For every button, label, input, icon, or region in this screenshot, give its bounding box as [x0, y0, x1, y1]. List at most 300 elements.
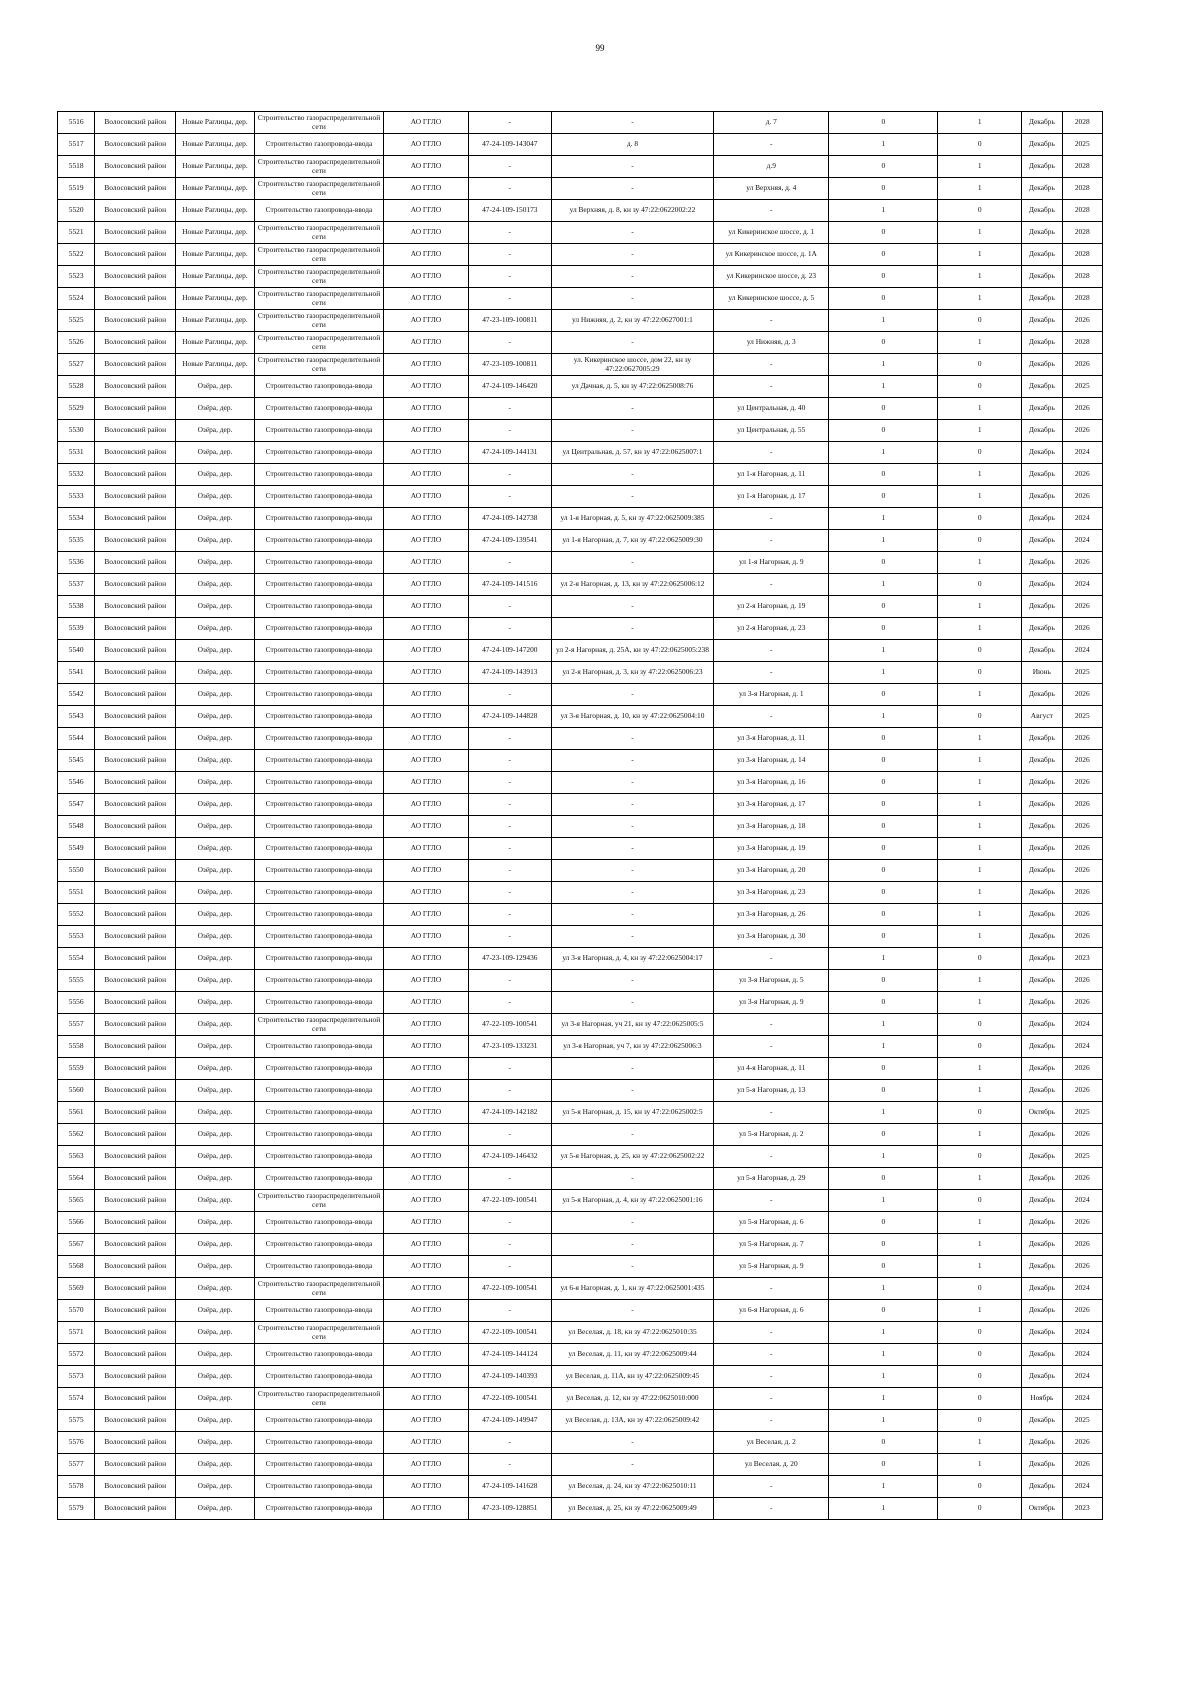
year-cell: 2026 — [1062, 904, 1102, 926]
year-cell: 2026 — [1062, 1256, 1102, 1278]
table-row — [58, 266, 1103, 288]
count-b-cell: 1 — [938, 332, 1022, 354]
work-type-cell: Строительство газораспределительной сети — [254, 332, 383, 354]
year-cell: 2023 — [1062, 948, 1102, 970]
month-cell: Декабрь — [1022, 1146, 1062, 1168]
address-with-cadastre-cell: - — [551, 904, 714, 926]
district-cell: Волосовский район — [95, 398, 176, 420]
settlement-cell: Новые Раглицы, дер. — [176, 112, 255, 134]
settlement-cell: Озёра, дер. — [176, 398, 255, 420]
count-b-cell: 1 — [938, 860, 1022, 882]
count-b-cell: 0 — [938, 1102, 1022, 1124]
count-a-cell: 1 — [829, 376, 938, 398]
year-cell: 2026 — [1062, 420, 1102, 442]
address-cell: - — [714, 1410, 829, 1432]
year-cell: 2025 — [1062, 1146, 1102, 1168]
district-cell: Волосовский район — [95, 1256, 176, 1278]
table-row — [58, 860, 1103, 882]
district-cell: Волосовский район — [95, 750, 176, 772]
year-cell: 2024 — [1062, 574, 1102, 596]
address-cell: ул 3-я Нагорная, д. 1 — [714, 684, 829, 706]
count-a-cell: 1 — [829, 1190, 938, 1212]
count-b-cell: 0 — [938, 1322, 1022, 1344]
year-cell: 2026 — [1062, 684, 1102, 706]
cadastral-number-cell: 47-24-109-142738 — [468, 508, 551, 530]
cadastral-number-cell: - — [468, 728, 551, 750]
month-cell: Декабрь — [1022, 178, 1062, 200]
count-a-cell: 0 — [829, 750, 938, 772]
cadastral-number-cell: - — [468, 1454, 551, 1476]
count-a-cell: 0 — [829, 992, 938, 1014]
address-with-cadastre-cell: - — [551, 970, 714, 992]
address-with-cadastre-cell: - — [551, 552, 714, 574]
table-row — [58, 1300, 1103, 1322]
district-cell: Волосовский район — [95, 1432, 176, 1454]
district-cell: Волосовский район — [95, 970, 176, 992]
settlement-cell: Озёра, дер. — [176, 1234, 255, 1256]
table-row — [58, 486, 1103, 508]
cadastral-number-cell: 47-23-109-100811 — [468, 354, 551, 376]
count-a-cell: 1 — [829, 530, 938, 552]
address-with-cadastre-cell: - — [551, 926, 714, 948]
address-with-cadastre-cell: ул 3-я Нагорная, уч 21, кн зу 47:22:0625005:5 — [551, 1014, 714, 1036]
address-with-cadastre-cell: ул Нижняя, д. 2, кн зу 47:22:0627001:1 — [551, 310, 714, 332]
table-row — [58, 1388, 1103, 1410]
work-type-cell: Строительство газопровода-ввода — [254, 816, 383, 838]
count-a-cell: 0 — [829, 1058, 938, 1080]
work-type-cell: Строительство газопровода-ввода — [254, 530, 383, 552]
cadastral-number-cell: 47-23-109-129436 — [468, 948, 551, 970]
district-cell: Волосовский район — [95, 684, 176, 706]
cadastral-number-cell: - — [468, 1058, 551, 1080]
cadastral-number-cell: - — [468, 266, 551, 288]
month-cell: Декабрь — [1022, 1168, 1062, 1190]
settlement-cell: Озёра, дер. — [176, 904, 255, 926]
row-number-cell: 5551 — [58, 882, 95, 904]
table-row — [58, 1102, 1103, 1124]
work-type-cell: Строительство газопровода-ввода — [254, 838, 383, 860]
district-cell: Волосовский район — [95, 200, 176, 222]
organization-cell: АО ГГЛО — [384, 530, 469, 552]
settlement-cell: Озёра, дер. — [176, 1124, 255, 1146]
cadastral-number-cell: 47-24-109-142182 — [468, 1102, 551, 1124]
count-a-cell: 0 — [829, 288, 938, 310]
row-number-cell: 5517 — [58, 134, 95, 156]
settlement-cell: Озёра, дер. — [176, 530, 255, 552]
district-cell: Волосовский район — [95, 1190, 176, 1212]
row-number-cell: 5537 — [58, 574, 95, 596]
settlement-cell: Озёра, дер. — [176, 1366, 255, 1388]
count-b-cell: 1 — [938, 1080, 1022, 1102]
district-cell: Волосовский район — [95, 838, 176, 860]
address-cell: - — [714, 1322, 829, 1344]
district-cell: Волосовский район — [95, 1388, 176, 1410]
organization-cell: АО ГГЛО — [384, 574, 469, 596]
month-cell: Декабрь — [1022, 816, 1062, 838]
work-type-cell: Строительство газопровода-ввода — [254, 1212, 383, 1234]
settlement-cell: Озёра, дер. — [176, 1498, 255, 1520]
row-number-cell: 5535 — [58, 530, 95, 552]
row-number-cell: 5545 — [58, 750, 95, 772]
count-a-cell: 0 — [829, 464, 938, 486]
address-with-cadastre-cell: - — [551, 596, 714, 618]
address-with-cadastre-cell: - — [551, 398, 714, 420]
district-cell: Волосовский район — [95, 376, 176, 398]
settlement-cell: Новые Раглицы, дер. — [176, 288, 255, 310]
table-row — [58, 508, 1103, 530]
registry-table — [57, 111, 1103, 1520]
table-row — [58, 1212, 1103, 1234]
address-cell: - — [714, 662, 829, 684]
count-b-cell: 0 — [938, 574, 1022, 596]
organization-cell: АО ГГЛО — [384, 332, 469, 354]
count-b-cell: 1 — [938, 1212, 1022, 1234]
row-number-cell: 5550 — [58, 860, 95, 882]
organization-cell: АО ГГЛО — [384, 1014, 469, 1036]
table-row — [58, 354, 1103, 376]
row-number-cell: 5562 — [58, 1124, 95, 1146]
address-with-cadastre-cell: - — [551, 728, 714, 750]
district-cell: Волосовский район — [95, 574, 176, 596]
table-row — [58, 1014, 1103, 1036]
address-cell: ул 4-я Нагорная, д. 11 — [714, 1058, 829, 1080]
year-cell: 2026 — [1062, 354, 1102, 376]
table-row — [58, 1344, 1103, 1366]
address-cell: ул 5-я Нагорная, д. 13 — [714, 1080, 829, 1102]
cadastral-number-cell: 47-24-109-144124 — [468, 1344, 551, 1366]
work-type-cell: Строительство газопровода-ввода — [254, 662, 383, 684]
address-with-cadastre-cell: - — [551, 1212, 714, 1234]
organization-cell: АО ГГЛО — [384, 1278, 469, 1300]
address-cell: ул 3-я Нагорная, д. 16 — [714, 772, 829, 794]
count-b-cell: 1 — [938, 464, 1022, 486]
year-cell: 2028 — [1062, 112, 1102, 134]
work-type-cell: Строительство газопровода-ввода — [254, 992, 383, 1014]
organization-cell: АО ГГЛО — [384, 794, 469, 816]
count-b-cell: 0 — [938, 1014, 1022, 1036]
address-cell: ул Веселая, д. 20 — [714, 1454, 829, 1476]
year-cell: 2026 — [1062, 882, 1102, 904]
year-cell: 2026 — [1062, 860, 1102, 882]
row-number-cell: 5536 — [58, 552, 95, 574]
address-with-cadastre-cell: - — [551, 486, 714, 508]
year-cell: 2024 — [1062, 442, 1102, 464]
month-cell: Декабрь — [1022, 1190, 1062, 1212]
month-cell: Декабрь — [1022, 420, 1062, 442]
organization-cell: АО ГГЛО — [384, 464, 469, 486]
district-cell: Волосовский район — [95, 508, 176, 530]
count-b-cell: 1 — [938, 1300, 1022, 1322]
count-b-cell: 1 — [938, 992, 1022, 1014]
count-a-cell: 1 — [829, 706, 938, 728]
count-a-cell: 1 — [829, 1322, 938, 1344]
count-b-cell: 1 — [938, 728, 1022, 750]
month-cell: Ноябрь — [1022, 1388, 1062, 1410]
address-cell: - — [714, 640, 829, 662]
organization-cell: АО ГГЛО — [384, 1080, 469, 1102]
settlement-cell: Озёра, дер. — [176, 728, 255, 750]
month-cell: Декабрь — [1022, 1410, 1062, 1432]
year-cell: 2024 — [1062, 1366, 1102, 1388]
work-type-cell: Строительство газораспределительной сети — [254, 222, 383, 244]
address-cell: ул 3-я Нагорная, д. 9 — [714, 992, 829, 1014]
month-cell: Декабрь — [1022, 288, 1062, 310]
settlement-cell: Озёра, дер. — [176, 508, 255, 530]
count-a-cell: 0 — [829, 618, 938, 640]
table-row — [58, 662, 1103, 684]
count-b-cell: 0 — [938, 200, 1022, 222]
count-b-cell: 1 — [938, 266, 1022, 288]
address-cell: - — [714, 354, 829, 376]
month-cell: Декабрь — [1022, 882, 1062, 904]
count-a-cell: 1 — [829, 574, 938, 596]
count-b-cell: 1 — [938, 684, 1022, 706]
month-cell: Декабрь — [1022, 1278, 1062, 1300]
cadastral-number-cell: 47-24-109-150173 — [468, 200, 551, 222]
settlement-cell: Озёра, дер. — [176, 1344, 255, 1366]
district-cell: Волосовский район — [95, 288, 176, 310]
year-cell: 2026 — [1062, 398, 1102, 420]
table-row — [58, 772, 1103, 794]
cadastral-number-cell: 47-24-109-144131 — [468, 442, 551, 464]
address-cell: ул 5-я Нагорная, д. 9 — [714, 1256, 829, 1278]
month-cell: Декабрь — [1022, 464, 1062, 486]
count-b-cell: 1 — [938, 1432, 1022, 1454]
year-cell: 2026 — [1062, 1058, 1102, 1080]
count-b-cell: 0 — [938, 640, 1022, 662]
row-number-cell: 5532 — [58, 464, 95, 486]
address-cell: ул 6-я Нагорная, д. 6 — [714, 1300, 829, 1322]
count-a-cell: 0 — [829, 860, 938, 882]
month-cell: Декабрь — [1022, 750, 1062, 772]
year-cell: 2025 — [1062, 376, 1102, 398]
work-type-cell: Строительство газопровода-ввода — [254, 1410, 383, 1432]
address-cell: ул 1-я Нагорная, д. 17 — [714, 486, 829, 508]
work-type-cell: Строительство газопровода-ввода — [254, 1432, 383, 1454]
count-a-cell: 1 — [829, 1102, 938, 1124]
table-row — [58, 706, 1103, 728]
table-row — [58, 332, 1103, 354]
cadastral-number-cell: 47-23-109-100811 — [468, 310, 551, 332]
settlement-cell: Озёра, дер. — [176, 1432, 255, 1454]
settlement-cell: Озёра, дер. — [176, 662, 255, 684]
work-type-cell: Строительство газопровода-ввода — [254, 750, 383, 772]
address-with-cadastre-cell: ул 5-я Нагорная, д. 4, кн зу 47:22:0625001:16 — [551, 1190, 714, 1212]
year-cell: 2026 — [1062, 1234, 1102, 1256]
month-cell: Декабрь — [1022, 618, 1062, 640]
cadastral-number-cell: 47-24-109-143913 — [468, 662, 551, 684]
count-b-cell: 1 — [938, 772, 1022, 794]
month-cell: Декабрь — [1022, 112, 1062, 134]
work-type-cell: Строительство газопровода-ввода — [254, 1300, 383, 1322]
row-number-cell: 5555 — [58, 970, 95, 992]
month-cell: Декабрь — [1022, 838, 1062, 860]
work-type-cell: Строительство газопровода-ввода — [254, 596, 383, 618]
count-a-cell: 1 — [829, 1014, 938, 1036]
table-row — [58, 1322, 1103, 1344]
count-a-cell: 1 — [829, 442, 938, 464]
district-cell: Волосовский район — [95, 1322, 176, 1344]
table-row — [58, 684, 1103, 706]
district-cell: Волосовский район — [95, 1234, 176, 1256]
count-a-cell: 0 — [829, 1168, 938, 1190]
cadastral-number-cell: - — [468, 112, 551, 134]
organization-cell: АО ГГЛО — [384, 1058, 469, 1080]
cadastral-number-cell: - — [468, 772, 551, 794]
work-type-cell: Строительство газопровода-ввода — [254, 1102, 383, 1124]
settlement-cell: Озёра, дер. — [176, 640, 255, 662]
count-a-cell: 0 — [829, 486, 938, 508]
organization-cell: АО ГГЛО — [384, 970, 469, 992]
row-number-cell: 5528 — [58, 376, 95, 398]
row-number-cell: 5539 — [58, 618, 95, 640]
settlement-cell: Озёра, дер. — [176, 992, 255, 1014]
count-b-cell: 0 — [938, 310, 1022, 332]
organization-cell: АО ГГЛО — [384, 772, 469, 794]
row-number-cell: 5542 — [58, 684, 95, 706]
address-cell: ул 3-я Нагорная, д. 23 — [714, 882, 829, 904]
cadastral-number-cell: 47-23-109-133231 — [468, 1036, 551, 1058]
year-cell: 2028 — [1062, 200, 1102, 222]
month-cell: Декабрь — [1022, 772, 1062, 794]
table-row — [58, 640, 1103, 662]
district-cell: Волосовский район — [95, 1036, 176, 1058]
count-a-cell: 0 — [829, 596, 938, 618]
table-row — [58, 222, 1103, 244]
address-with-cadastre-cell: ул Верхняя, д. 8, кн зу 47:22:0622002:22 — [551, 200, 714, 222]
settlement-cell: Озёра, дер. — [176, 1168, 255, 1190]
district-cell: Волосовский район — [95, 332, 176, 354]
address-with-cadastre-cell: ул 1-я Нагорная, д. 7, кн зу 47:22:0625009:30 — [551, 530, 714, 552]
address-with-cadastre-cell: - — [551, 288, 714, 310]
cadastral-number-cell: - — [468, 794, 551, 816]
work-type-cell: Строительство газопровода-ввода — [254, 948, 383, 970]
district-cell: Волосовский район — [95, 772, 176, 794]
settlement-cell: Озёра, дер. — [176, 1190, 255, 1212]
address-cell: - — [714, 1036, 829, 1058]
row-number-cell: 5578 — [58, 1476, 95, 1498]
month-cell: Декабрь — [1022, 508, 1062, 530]
address-with-cadastre-cell: - — [551, 794, 714, 816]
row-number-cell: 5557 — [58, 1014, 95, 1036]
table-row — [58, 156, 1103, 178]
count-b-cell: 1 — [938, 816, 1022, 838]
year-cell: 2026 — [1062, 552, 1102, 574]
settlement-cell: Озёра, дер. — [176, 1102, 255, 1124]
address-cell: ул Кикеринское шоссе, д. 1 — [714, 222, 829, 244]
district-cell: Волосовский район — [95, 662, 176, 684]
month-cell: Декабрь — [1022, 926, 1062, 948]
table-row — [58, 134, 1103, 156]
count-a-cell: 0 — [829, 178, 938, 200]
row-number-cell: 5572 — [58, 1344, 95, 1366]
month-cell: Декабрь — [1022, 1124, 1062, 1146]
month-cell: Декабрь — [1022, 266, 1062, 288]
count-b-cell: 0 — [938, 1366, 1022, 1388]
address-cell: д. 7 — [714, 112, 829, 134]
row-number-cell: 5548 — [58, 816, 95, 838]
table-row — [58, 1168, 1103, 1190]
work-type-cell: Строительство газопровода-ввода — [254, 574, 383, 596]
count-a-cell: 0 — [829, 794, 938, 816]
count-b-cell: 1 — [938, 398, 1022, 420]
year-cell: 2026 — [1062, 992, 1102, 1014]
table-row — [58, 992, 1103, 1014]
row-number-cell: 5534 — [58, 508, 95, 530]
address-cell: - — [714, 1102, 829, 1124]
month-cell: Декабрь — [1022, 1014, 1062, 1036]
organization-cell: АО ГГЛО — [384, 618, 469, 640]
settlement-cell: Озёра, дер. — [176, 486, 255, 508]
table-row — [58, 1146, 1103, 1168]
organization-cell: АО ГГЛО — [384, 1256, 469, 1278]
count-b-cell: 0 — [938, 1410, 1022, 1432]
year-cell: 2026 — [1062, 1300, 1102, 1322]
row-number-cell: 5569 — [58, 1278, 95, 1300]
year-cell: 2024 — [1062, 1476, 1102, 1498]
organization-cell: АО ГГЛО — [384, 596, 469, 618]
work-type-cell: Строительство газопровода-ввода — [254, 860, 383, 882]
address-cell: ул 1-я Нагорная, д. 11 — [714, 464, 829, 486]
year-cell: 2026 — [1062, 464, 1102, 486]
count-a-cell: 1 — [829, 134, 938, 156]
cadastral-number-cell: - — [468, 1234, 551, 1256]
row-number-cell: 5560 — [58, 1080, 95, 1102]
table-row — [58, 1476, 1103, 1498]
organization-cell: АО ГГЛО — [384, 728, 469, 750]
address-cell: ул 5-я Нагорная, д. 2 — [714, 1124, 829, 1146]
address-with-cadastre-cell: ул Веселая, д. 25, кн зу 47:22:0625009:49 — [551, 1498, 714, 1520]
count-b-cell: 0 — [938, 134, 1022, 156]
row-number-cell: 5524 — [58, 288, 95, 310]
district-cell: Волосовский район — [95, 1014, 176, 1036]
row-number-cell: 5563 — [58, 1146, 95, 1168]
address-with-cadastre-cell: ул 3-я Нагорная, д. 10, кн зу 47:22:0625004:10 — [551, 706, 714, 728]
district-cell: Волосовский район — [95, 926, 176, 948]
address-with-cadastre-cell: д. 8 — [551, 134, 714, 156]
count-a-cell: 0 — [829, 816, 938, 838]
year-cell: 2025 — [1062, 662, 1102, 684]
row-number-cell: 5574 — [58, 1388, 95, 1410]
row-number-cell: 5577 — [58, 1454, 95, 1476]
cadastral-number-cell: 47-23-109-128851 — [468, 1498, 551, 1520]
district-cell: Волосовский район — [95, 530, 176, 552]
settlement-cell: Новые Раглицы, дер. — [176, 178, 255, 200]
table-row — [58, 970, 1103, 992]
year-cell: 2026 — [1062, 750, 1102, 772]
work-type-cell: Строительство газопровода-ввода — [254, 1124, 383, 1146]
address-cell: ул 3-я Нагорная, д. 5 — [714, 970, 829, 992]
address-cell: д.9 — [714, 156, 829, 178]
row-number-cell: 5549 — [58, 838, 95, 860]
address-cell: ул 3-я Нагорная, д. 14 — [714, 750, 829, 772]
address-cell: - — [714, 1146, 829, 1168]
address-with-cadastre-cell: ул 2-я Нагорная, д. 25А, кн зу 47:22:0625005:238 — [551, 640, 714, 662]
year-cell: 2025 — [1062, 1410, 1102, 1432]
year-cell: 2026 — [1062, 794, 1102, 816]
count-b-cell: 0 — [938, 530, 1022, 552]
organization-cell: АО ГГЛО — [384, 860, 469, 882]
count-b-cell: 0 — [938, 376, 1022, 398]
address-with-cadastre-cell: - — [551, 1300, 714, 1322]
count-b-cell: 1 — [938, 904, 1022, 926]
address-cell: ул Веселая, д. 2 — [714, 1432, 829, 1454]
month-cell: Декабрь — [1022, 1212, 1062, 1234]
count-b-cell: 0 — [938, 1344, 1022, 1366]
organization-cell: АО ГГЛО — [384, 1454, 469, 1476]
district-cell: Волосовский район — [95, 464, 176, 486]
month-cell: Декабрь — [1022, 1476, 1062, 1498]
